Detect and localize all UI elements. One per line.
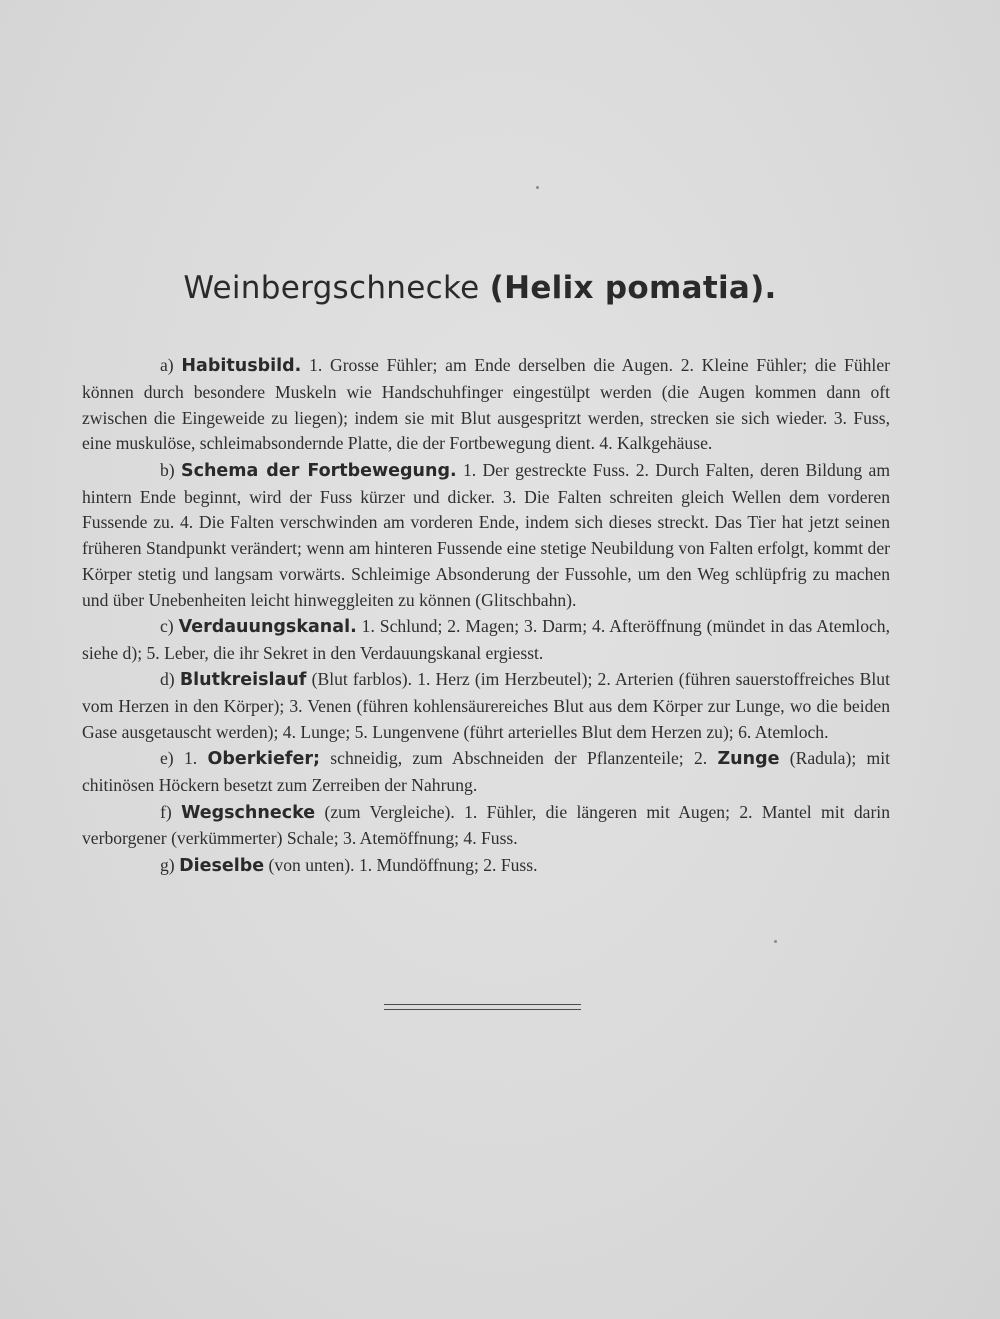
section-e: [82, 746, 890, 799]
section-c: [82, 614, 890, 667]
section-letter: e) 1.: [160, 748, 198, 769]
section-heading-secondary: Zunge: [717, 749, 780, 770]
section-text: (von unten). 1. Mundöffnung; 2. Fuss.: [268, 854, 538, 875]
paper-speck: [774, 940, 777, 943]
section-letter: a): [160, 355, 174, 375]
section-text: 1. Schlund; 2. Magen; 3. Darm; 4. Afteröffnung (mündet in das Atemloch, siehe d); 5. Leber, die ihr Sekret in den Verdauungskanal ergiesst.: [82, 616, 890, 663]
section-text: (Blut farblos). 1. Herz (im Herzbeutel); 2. Arterien (führen sauerstoffreiches Blut vom Herzen in den Körper); 3. Venen (führen kohlensäurereiches Blut aus dem Körper zur Lunge, wo die beiden Gase ausgetauscht werden); 4. Lunge; 5. Lungenvene (führt arterielles Blut dem Herzen zu); 6. Atemloch.: [82, 669, 890, 742]
section-letter: g): [160, 854, 175, 875]
section-f: [82, 800, 890, 853]
section-heading: Oberkiefer;: [207, 749, 320, 770]
paper-speck: [536, 186, 539, 189]
title-latin-name: (Helix pomatia).: [489, 270, 777, 306]
section-b: [82, 458, 890, 614]
section-letter: f): [160, 801, 172, 822]
section-g: [82, 853, 890, 880]
section-heading: Dieselbe: [179, 855, 265, 876]
section-a: [82, 353, 890, 457]
section-text-secondary: (Radula); mit chitinösen Höckern besetzt zum Zerreiben der Nahrung.: [82, 748, 890, 796]
title-common-name: Weinbergschnecke: [183, 270, 480, 306]
section-letter: d): [160, 669, 175, 690]
section-text: 1. Der gestreckte Fuss. 2. Durch Falten, deren Bildung am hintern Ende beginnt, wird der Fuss kürzer und dicker. 3. Die Falten schreiten gleich Wellen dem vorderen Fussende zu. 4. Die Falten verschwinden am vorderen Ende, indem sich dieses streckt. Das Tier hat jetzt seinen früheren Standpunkt verändert; wenn am hinteren Fussende eine stetige Neubildung von Falten erfolgt, kommt der Körper stetig und langsam vorwärts. Schleimige Absonderung der Fussohle, um den Weg schlüpfrig zu machen und über Unebenheiten leicht hinweggleiten zu können (Glitschbahn).: [82, 459, 891, 610]
section-letter: c): [160, 616, 174, 637]
section-heading: Schema der Fortbewegung.: [180, 460, 457, 481]
page-title: [0, 270, 960, 306]
section-heading: Blutkreislauf: [179, 670, 307, 691]
description-body: [82, 353, 890, 880]
section-text: 1. Grosse Fühler; am Ende derselben die Augen. 2. Kleine Fühler; die Fühler können durch besondere Muskeln wie Handschuhfinger eingestülpt werden (die Augen kommen dann oft zwischen die Eingeweide zu liegen); indem sie mit Blut ausgespritzt werden, strecken sie sich wieder. 3. Fuss, eine muskulöse, schleimabsondernde Platte, die der Fortbewegung dient. 4. Kalkgehäuse.: [82, 355, 890, 454]
section-heading: Habitusbild.: [181, 356, 302, 376]
section-heading: Verdauungskanal.: [178, 617, 357, 638]
section-text: (zum Vergleiche). 1. Fühler, die längeren mit Augen; 2. Mantel mit darin verborgener (verkümmerter) Schale; 3. Atemöffnung; 4. Fuss.: [82, 801, 890, 849]
section-letter: b): [160, 459, 175, 480]
section-d: [82, 667, 890, 745]
section-text: schneidig, zum Abschneiden der Pflanzenteile; 2.: [330, 748, 708, 769]
double-rule-divider: [384, 1004, 581, 1010]
section-heading: Wegschnecke: [181, 802, 316, 823]
